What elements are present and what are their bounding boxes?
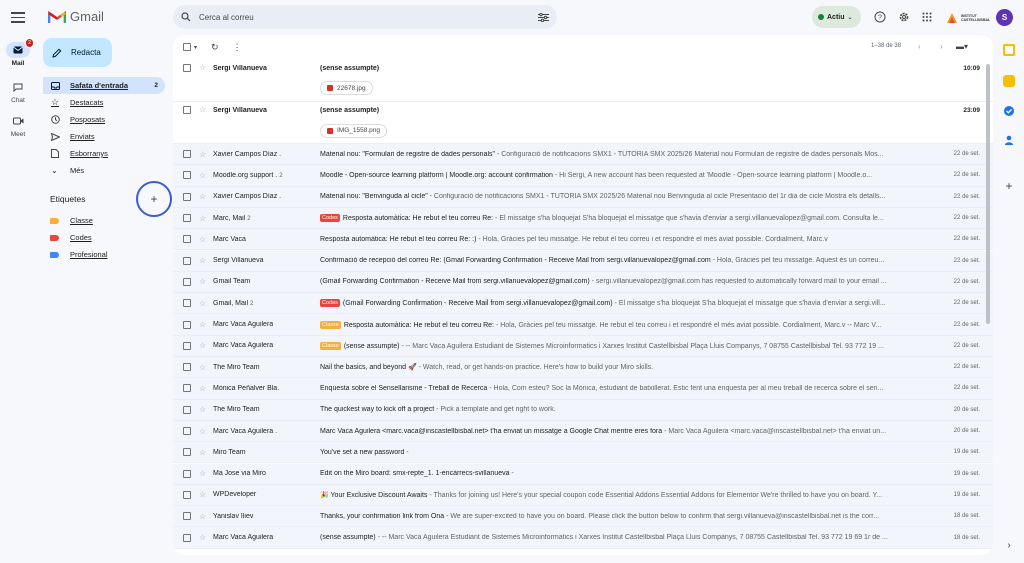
email-subject: Thanks, your confirmation link from Ona [320,512,445,520]
email-row[interactable] [173,314,993,335]
email-row[interactable] [173,144,993,165]
label-item-classe[interactable] [50,212,108,229]
email-snippet: - Hola, Com esteu? Soc la Mònica, estudiant de batxillerat. Estic fent una enquesta per al meu treball de recerca sobre el sen... [487,384,884,392]
main-menu-icon[interactable] [11,12,25,22]
nav-item-label: Safata d'entrada [70,81,129,90]
scrollbar-thumb[interactable] [986,64,990,324]
email-row-checkbox[interactable] [183,321,191,329]
nav-item-drafts[interactable] [43,145,165,162]
email-row-checkbox[interactable] [183,64,191,72]
email-subject: (Gmail Forwarding Confirmation - Receive Mail from sergi.villanuevalopez@gmail.com) [342,300,613,308]
next-page-icon[interactable]: › [940,42,943,51]
star-icon[interactable]: ☆ [199,341,207,351]
image-file-icon [327,85,333,91]
star-icon[interactable]: ☆ [199,105,207,115]
chevron-down-icon: ⌄ [847,14,853,21]
email-row-checkbox[interactable] [183,150,191,158]
star-icon[interactable]: ☆ [199,383,207,393]
email-row[interactable] [173,400,993,421]
side-panel [997,0,1024,563]
email-subject: (sense assumpte) [320,64,380,72]
select-all-checkbox[interactable] [183,43,197,51]
star-icon[interactable]: ☆ [199,320,207,330]
email-row[interactable] [173,527,993,548]
email-date: 19 de set. [953,491,980,498]
email-subject: Marc Vaca Aguilera <marc.vaca@inscastellbisbal.net> t'ha enviat un missatge a Google Chat mentre eres fora [320,427,663,435]
email-row[interactable] [173,421,993,442]
email-content [320,214,930,222]
nav-item-label: Posposats [70,115,106,124]
email-date: 22 de set. [953,321,980,328]
email-content [320,385,930,392]
email-content [320,107,930,114]
email-snippet: - El missatge s'ha bloquejat S'ha bloquejat el missatge que s'havia d'enviar a sergi.vill... [612,300,886,308]
email-sender [213,491,313,498]
email-sender-name: Marc Vaca [213,235,246,243]
email-sender [213,107,313,114]
pencil-icon [52,48,62,58]
star-icon[interactable]: ☆ [199,511,207,521]
email-snippet: - -- Marc Vaca Aguilera Estudiant de Sistemes Microinformatics i Xarxes Institut Castellbisbal Plaça Lluis Companys, 7 08755 Castellbisbal Tel. 93 772 19 ... [399,342,884,350]
email-content [320,193,930,200]
chevron-down-icon: ▾ [194,44,198,51]
labels-heading: Etiquetes [50,194,86,204]
rail-item-label: Chat [11,97,25,104]
svg-text:?: ? [878,14,882,22]
email-date: 22 de set. [953,278,980,285]
email-date: 20 de set. [953,406,980,413]
email-sender [213,364,313,371]
email-row[interactable] [173,293,993,314]
label-tag-icon [50,218,59,224]
email-sender [213,513,313,520]
email-sender [213,534,313,541]
apps-grid-icon[interactable] [920,10,934,24]
search-input[interactable]: Cerca al correu [199,12,254,22]
email-row[interactable] [173,272,993,293]
rail-item-label: Mail [11,60,25,67]
status-label: Actiu [827,13,845,21]
image-file-icon [327,128,333,134]
email-sender-name: Miro Team [213,448,246,456]
label-chip[interactable]: Classe [322,321,339,328]
email-date: 22 de set. [953,342,980,349]
email-content [320,470,930,477]
email-row[interactable] [173,378,993,399]
app-rail [0,0,36,563]
email-date: 22 de set. [953,257,980,264]
email-snippet: - Hola, Gràcies pel teu missatge. Aquest és un correu... [710,257,885,265]
email-row-checkbox[interactable] [183,171,191,179]
email-date: 23:09 [963,107,980,115]
email-sender [213,151,313,158]
email-subject: You've set a new password [320,448,405,456]
star-icon[interactable]: ☆ [199,447,207,457]
attachment-name: IMG_1558.png [337,127,381,134]
tasks-icon[interactable] [1003,104,1015,116]
email-row-checkbox[interactable] [183,342,191,350]
email-snippet: - El missatge s'ha bloquejat S'ha bloquejat el missatge que s'havia d'enviar a sergi.villanuevalopez@gmail.com. Consulta le... [493,215,884,223]
email-sender-name: Moodle.org support . [213,171,278,179]
email-sender-name: Sergi Villanueva [213,64,267,72]
more-options-icon[interactable]: ⋮ [232,41,242,52]
email-sender-name: Xavier Campos Díaz . [213,193,282,201]
contacts-icon[interactable] [1003,133,1015,145]
email-content [320,513,930,520]
email-row[interactable] [173,208,993,229]
calendar-icon[interactable] [1003,44,1015,56]
help-icon[interactable] [873,10,887,24]
email-row[interactable] [173,102,993,145]
email-content [320,534,930,541]
email-sender [213,193,313,200]
email-subject: Resposta automàtica: He rebut el teu correu Re: :) [320,235,477,243]
email-sender-name: The Miro Team [213,406,260,414]
email-snippet: - Pick a template and get right to work. [434,406,556,414]
email-sender [213,428,313,435]
nav-item-label: Esborranys [70,149,108,158]
nav-item-more[interactable] [43,162,165,179]
email-snippet: - Thanks for joining us! Here's your special coupon code Essential Addons Essential Addons for Elementor We're thrilled to have you on board. Y... [427,491,883,499]
email-sender-name: Sergi Villanueva [213,257,264,265]
scrollbar[interactable] [986,64,991,334]
email-sender-name: Sergi Villanueva [213,107,267,115]
email-row[interactable] [173,165,993,186]
organization-logo-text: INSTITUT CASTELLBISBAL [961,13,991,22]
chat-icon [6,79,30,95]
email-snippet: - Configuració de notificacions SMX1 - TUTORIA SMX 2025/26 Material nou Benvinguda al cicle Presentació del 1r dia de cicle Mostra els detalls... [427,193,886,201]
email-row-checkbox[interactable] [183,257,191,265]
star-icon[interactable]: ☆ [199,213,207,223]
star-icon[interactable]: ☆ [199,62,207,72]
attachment-chip[interactable] [320,81,373,95]
email-sender-name: Marc Vaca Aguilera [213,321,274,329]
rail-item-chat[interactable] [0,79,36,104]
email-row-checkbox[interactable] [183,106,191,114]
thread-count: 2 [250,300,254,307]
keep-icon[interactable] [1003,75,1015,87]
star-icon[interactable]: ☆ [199,170,207,180]
email-sender-name: The Miro Team [213,363,260,371]
star-icon[interactable]: ☆ [199,533,207,543]
email-subject: Edit on the Miro board: smx-repte_1. 1-encàrrecs-svillanueva [320,470,510,478]
add-label-button[interactable] [136,181,172,217]
email-date: 22 de set. [953,300,980,307]
nav-item-label: Destacats [70,98,104,107]
star-icon[interactable]: ☆ [199,234,207,244]
label-chip[interactable]: Classe [322,342,339,349]
email-row-checkbox[interactable] [183,534,191,542]
email-snippet: - Marc Vaca Aguilera <marc.vaca@inscastellbisbal.net> t'ha enviat un... [662,427,887,435]
email-subject: (sense assumpte) [343,342,400,350]
email-row-checkbox[interactable] [183,299,191,307]
email-sender [213,342,313,349]
email-row[interactable] [173,336,993,357]
email-content [320,363,930,371]
email-row-checkbox[interactable] [183,384,191,392]
mail-list-panel [173,35,993,555]
compose-button[interactable] [43,38,112,67]
email-row[interactable] [173,464,993,485]
mail-badge: 2 [25,38,34,48]
email-snippet: - We are super-excited to have you on board. Please click the button below to confirm that sergi.villanueva@inscastellbisbal.net is the corr... [444,512,880,520]
email-content [320,428,930,435]
email-date: 22 de set. [953,193,980,200]
email-subject: (Gmail Forwarding Confirmation - Receive Mail from sergi.villanuevalopez@gmail.com) [320,278,590,286]
email-row-checkbox[interactable] [183,470,191,478]
email-date: 22 de set. [953,172,980,179]
email-content [320,449,930,456]
email-snippet: - -- Marc Vaca Aguilera Estudiant de Sistemes Microinformatics i Xarxes Institut Castellbisbal Plaça Lluis Companys, 7 08755 Castellbisbal Tel. 93 772 19 69 1r de ... [375,534,888,542]
email-content [320,151,930,158]
email-sender [213,215,313,222]
star-icon: ☆ [51,97,60,107]
nav-item-label: Més [70,166,85,175]
inbox-unread-count: 2 [154,82,158,89]
clock-icon [51,115,61,124]
gmail-m-icon [48,10,66,24]
email-subject: 🎉 Your Exclusive Discount Awaits [320,491,428,499]
email-row-checkbox[interactable] [183,512,191,520]
email-date: 19 de set. [953,470,980,477]
settings-gear-icon[interactable] [897,10,911,24]
label-name: Codes [70,233,92,242]
email-date: 18 de set. [953,513,980,520]
email-sender-name: Xavier Campos Díaz . [213,150,282,158]
email-row[interactable] [173,485,993,506]
status-dot-icon [818,14,824,20]
plus-icon: + [150,192,158,206]
label-item-profesional[interactable] [50,246,108,263]
draft-icon [51,149,61,158]
email-content [320,65,930,72]
email-snippet: - Configuració de notificacions SMX1 - TUTORIA SMX 2025/26 Material nou Formulari de registre de dades personals Mos... [495,150,884,158]
mail-toolbar [173,35,993,59]
email-snippet: - Watch, read, or get hands-on practice. Here's how to build your Miro skills. [416,364,654,372]
star-icon[interactable]: ☆ [199,298,207,308]
email-row[interactable] [173,229,993,250]
star-icon[interactable]: ☆ [199,405,207,415]
star-icon[interactable]: ☆ [199,426,207,436]
email-content [320,257,930,264]
email-content [320,172,930,179]
label-chip[interactable]: Codes [322,215,338,222]
email-subject: Resposta automàtica: He rebut el teu correu Re: [342,215,494,223]
thread-count: 2 [247,215,251,222]
email-sender [213,300,313,307]
thread-count: 2 [279,172,283,179]
email-subject: The quickest way to kick off a project [320,406,435,414]
nav-item-label: Enviats [70,132,95,141]
email-snippet: - sergi.villanuevalopez@gmail.com has requested to automatically forward mail to your email ... [589,278,887,286]
rail-item-label: Meet [10,131,26,138]
email-sender-name: Mònica Peñalver Bla. [213,384,280,392]
email-date: 10:09 [963,64,980,72]
star-icon[interactable]: ☆ [199,277,207,287]
star-icon[interactable]: ☆ [199,362,207,372]
mail-icon [6,42,30,58]
email-sender-name: WPDeveloper [213,491,257,499]
email-sender [213,236,313,243]
email-date: 22 de set. [953,236,980,243]
email-date: 22 de set. [953,151,980,158]
email-subject: Enquesta sobre el Sensellarisme - Treball de Recerca [320,384,488,392]
email-subject: Resposta automàtica: He rebut el teu correu Re: [343,321,495,329]
email-sender [213,257,313,264]
previous-page-icon[interactable]: ‹ [918,42,921,51]
folder-nav [43,77,165,179]
nav-item-snoozed[interactable] [43,111,165,128]
email-row-checkbox[interactable] [183,278,191,286]
email-row[interactable] [173,442,993,463]
email-row[interactable] [173,187,993,208]
star-icon[interactable]: ☆ [199,256,207,266]
email-subject: Nail the basics, and beyond 🚀 [320,364,417,372]
rail-item-meet[interactable] [0,113,36,138]
attachment-name: 22678.jpg [337,84,366,92]
email-sender [213,449,313,456]
email-subject: Material nou: "Benvinguda al cicle" [320,193,428,201]
add-addon-icon[interactable]: + [1005,179,1013,193]
organization-logo[interactable] [945,9,991,26]
email-date: 22 de set. [953,215,980,222]
email-subject: Moodle - Open-source learning platform | Moodle.org: account confirmation [320,171,553,179]
email-subject: Confirmació de recepció del correu Re: (Gmail Forwarding Confirmation - Receive Mail from sergi.villanuevalopez@gmail.com [320,257,711,265]
email-snippet: - Hola, Gràcies pel teu missatge. He rebut el teu correu i et respondré el més aviat possible. Cordialment, Marc.v -- Marc V... [494,321,882,329]
label-list [50,212,108,263]
email-row-checkbox[interactable] [183,427,191,435]
compose-label: Redacta [71,48,101,57]
email-sender [213,321,313,328]
email-sender [213,65,313,72]
nav-item-starred[interactable] [43,94,165,111]
email-row-checkbox[interactable] [183,363,191,371]
email-sender [213,385,313,392]
search-icon[interactable] [181,12,191,22]
email-sender [213,278,313,285]
star-icon[interactable]: ☆ [199,149,207,159]
pagination-label: 1–38 de 38 [871,43,902,49]
send-icon [51,133,61,141]
email-content [320,278,930,285]
star-icon[interactable]: ☆ [199,490,207,500]
expand-panel-icon[interactable]: › [1007,540,1011,551]
email-content [320,299,930,307]
rail-item-mail[interactable] [0,42,36,67]
email-date: 19 de set. [953,449,980,456]
email-snippet: - [404,448,409,456]
email-row-checkbox[interactable] [183,406,191,414]
email-snippet: - Hola, Gràcies pel teu missatge. He rebut el teu correu i et respondré el més aviat possible. Cordialment, Marc.v [476,235,828,243]
email-row[interactable] [173,506,993,527]
email-date: 20 de set. [953,428,980,435]
email-date: 22 de set. [953,364,980,371]
email-sender [213,470,313,477]
email-subject: (sense assumpte) [320,534,376,542]
star-icon[interactable]: ☆ [199,192,207,202]
email-row[interactable] [173,59,993,102]
email-row[interactable] [173,357,993,378]
inbox-icon [51,82,61,90]
email-date: 22 de set. [953,385,980,392]
email-content [320,321,930,329]
logo-text: Gmail [70,9,104,24]
density-toggle-icon[interactable]: ▬▾ [956,42,969,51]
email-row-checkbox[interactable] [183,214,191,222]
email-snippet: - Hi Sergi, A new account has been requested at 'Moodle - Open-source learning platform | Moodle.o... [552,171,873,179]
label-name: Classe [70,216,93,225]
star-icon[interactable]: ☆ [199,469,207,479]
email-date: 18 de set. [953,534,980,541]
email-sender-name: Marc Vaca Aguilera . [213,427,278,435]
email-content [320,406,930,413]
attachment-chip[interactable] [320,124,387,138]
email-content [320,236,930,243]
email-row-checkbox[interactable] [183,448,191,456]
gmail-logo[interactable] [48,9,104,24]
email-sender [213,172,313,179]
nav-item-inbox[interactable] [43,77,165,94]
status-chip[interactable] [812,6,861,28]
email-sender-name: Yanislav Iliev [213,512,254,520]
email-row[interactable] [173,251,993,272]
email-subject: Material nou: "Formulari de registre de dades personals" [320,150,495,158]
chevron-down-icon: ⌄ [51,166,58,175]
email-content [320,342,930,350]
email-sender-name: Marc, Mail [213,214,246,222]
nav-item-sent[interactable] [43,128,165,145]
label-chip[interactable]: Codes [322,300,338,307]
label-item-codes[interactable] [50,229,108,246]
video-icon [6,113,30,129]
email-sender [213,406,313,413]
label-tag-icon [50,235,59,241]
search-options-icon[interactable] [538,13,549,22]
label-name: Profesional [70,250,108,259]
search-bar[interactable] [173,5,557,29]
email-sender-name: Gmail Team [213,278,251,286]
email-sender-name: Marc Vaca Aguilera [213,534,274,542]
email-snippet: - [509,470,514,478]
label-tag-icon [50,252,59,258]
email-row-checkbox[interactable] [183,235,191,243]
email-row-checkbox[interactable] [183,193,191,201]
email-row-checkbox[interactable] [183,491,191,499]
refresh-icon[interactable]: ↻ [211,41,219,52]
account-avatar[interactable]: S [996,9,1013,26]
email-sender-name: Ma Jose via Miro [213,470,266,478]
email-sender-name: Marc Vaca Aguilera [213,342,274,350]
email-content [320,491,930,499]
email-subject: (sense assumpte) [320,107,380,115]
email-sender-name: Gmail, Mail [213,299,249,307]
